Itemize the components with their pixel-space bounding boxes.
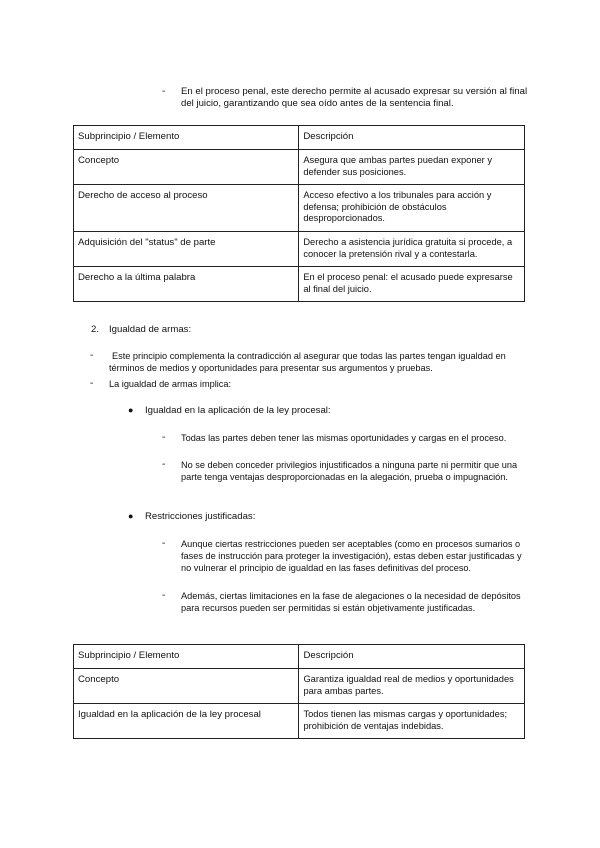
table-cell: Concepto (74, 669, 299, 704)
item-subpoint: Aunque ciertas restricciones pueden ser aceptables (como en procesos sumarios o fases de instrucción para proteger la investigación), estas deben estar justificadas y no vulnerar el principio de igualdad en las fases definitivas del proceso. (181, 539, 522, 574)
item-subpoint: Todas las partes deben tener las mismas oportunidades y cargas en el proceso. (181, 433, 507, 443)
item-subpoint: Además, ciertas limitaciones en la fase de alegaciones o la necesidad de depósitos para recursos pueden ser permitidas si están objetivamente justificadas. (181, 591, 521, 614)
table-row (74, 150, 525, 185)
section-number: 2. (91, 324, 100, 335)
table-row (74, 267, 525, 302)
table-header-row (74, 645, 525, 669)
table-cell: Asegura que ambas partes puedan exponer y defender sus posiciones. (299, 150, 525, 185)
header-cell: Subprincipio / Elemento (74, 126, 299, 150)
item-subpoint: No se deben conceder privilegios injustificados a ninguna parte ni permitir que una parte tenga ventajas desproporcionadas en la alegación, prueba o impugnación. (181, 460, 518, 483)
table-cell: Derecho a la última palabra (74, 267, 299, 302)
header-cell: Descripción (299, 126, 525, 150)
item-title: Restricciones justificadas: (145, 511, 256, 522)
table-cell: Todos tienen las mismas cargas y oportunidades; prohibición de ventajas indebidas. (299, 704, 525, 739)
dash-bullet: - (162, 590, 166, 601)
header-cell: Descripción (299, 645, 525, 669)
table-cell: Garantiza igualdad real de medios y oportunidades para ambas partes. (299, 669, 525, 704)
table-cell: Igualdad en la aplicación de la ley procesal (74, 704, 299, 739)
table-row (74, 185, 525, 232)
dash-bullet: - (162, 86, 166, 97)
item-title: Igualdad en la aplicación de la ley procesal: (145, 405, 331, 416)
header-cell: Subprincipio / Elemento (74, 645, 299, 669)
table-row (74, 704, 525, 739)
table-cell: Concepto (74, 150, 299, 185)
section-paragraph: La igualdad de armas implica: (109, 379, 232, 389)
dash-bullet: - (162, 538, 166, 549)
table-cell: Adquisición del "status" de parte (74, 231, 299, 266)
table-header-row (74, 126, 525, 150)
dash-bullet: - (162, 459, 166, 470)
section-title: Igualdad de armas: (109, 324, 192, 335)
table-cell: Acceso efectivo a los tribunales para acción y defensa; prohibición de obstáculos desproporcionados. (299, 185, 525, 232)
filled-bullet: ● (128, 511, 134, 521)
intro-paragraph: En el proceso penal, este derecho permite al acusado expresar su versión al final del juicio, garantizando que sea oído antes de la sentencia final. (181, 86, 528, 110)
table-cell: En el proceso penal: el acusado puede expresarse al final del juicio. (299, 267, 525, 302)
table-contradiccion (73, 125, 525, 302)
filled-bullet: ● (128, 405, 134, 415)
dash-bullet: - (162, 432, 166, 443)
table-cell: Derecho a asistencia jurídica gratuita si procede, a conocer la pretensión rival y a contestarla. (299, 231, 525, 266)
table-cell: Derecho de acceso al proceso (74, 185, 299, 232)
table-row (74, 231, 525, 266)
dash-bullet: - (90, 378, 94, 389)
section-paragraph: Este principio complementa la contradicción al asegurar que todas las partes tengan igualdad en términos de medios y oportunidades para presentar sus argumentos y pruebas. (109, 351, 506, 374)
table-row (74, 669, 525, 704)
table-igualdad (73, 644, 525, 739)
dash-bullet: - (90, 350, 94, 361)
